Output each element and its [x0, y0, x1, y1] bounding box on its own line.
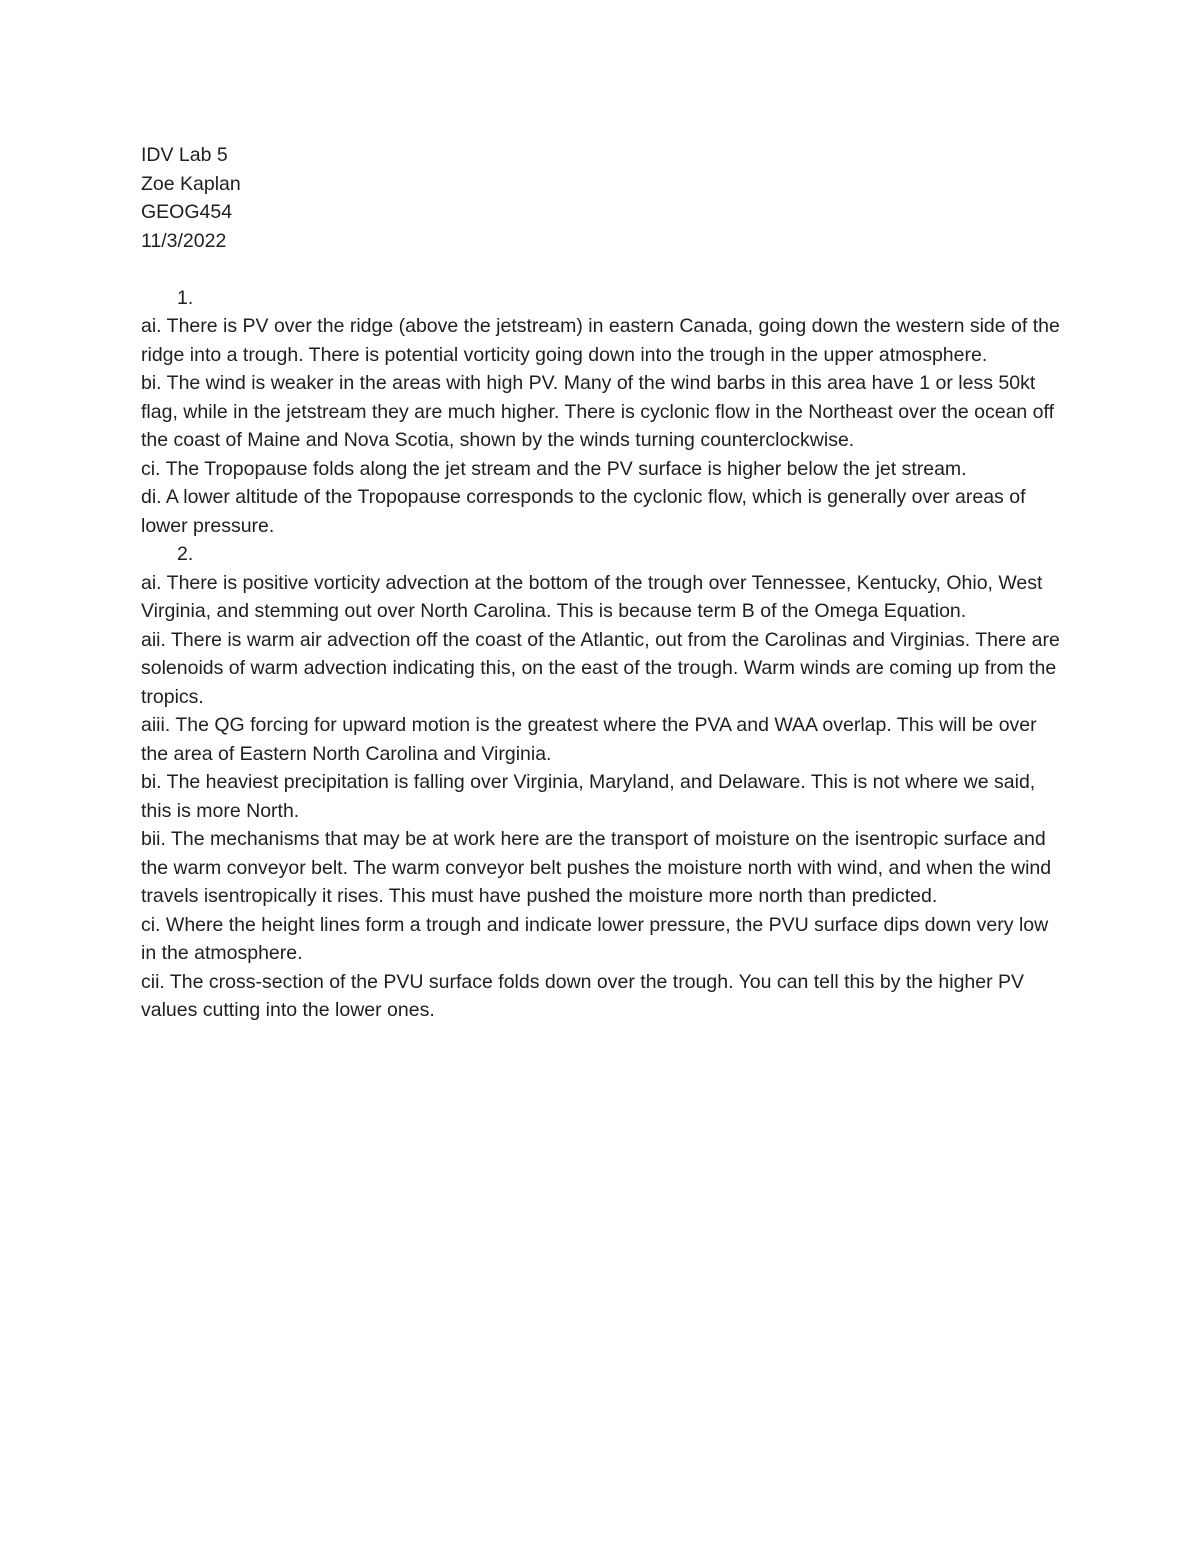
section-2-answer-aiii: aiii. The QG forcing for upward motion is the greatest where the PVA and WAA overlap. This will be over the area of Eastern North Carolina and Virginia. [141, 714, 1037, 765]
blank-line [141, 255, 1066, 284]
section-2-number: 2. [177, 543, 194, 565]
section-2-answer-ai: ai. There is positive vorticity advection at the bottom of the trough over Tennessee, Kentucky, Ohio, West Virginia, and stemming out over North Carolina. This is because term B of the Omega Equation. [141, 571, 1043, 622]
author-name: Zoe Kaplan [141, 172, 241, 195]
section-2-answer-bii: bii. The mechanisms that may be at work here are the transport of moisture on the isentropic surface and the warm conveyor belt. The warm conveyor belt pushes the moisture north with wind, and when the wind travels isentropically it rises. This must have pushed the moisture more north than predicted. [141, 828, 1052, 907]
section-2-answer-aii: aii. There is warm air advection off the coast of the Atlantic, out from the Carolinas and Virginias. There are solenoids of warm advection indicating this, on the east of the trough. Warm winds are coming up from the tropics. [141, 628, 1060, 708]
document-body [141, 141, 1066, 1025]
document-title: IDV Lab 5 [141, 144, 228, 166]
document-date: 11/3/2022 [141, 229, 227, 252]
section-2-answer-cii: cii. The cross-section of the PVU surface folds down over the trough. You can tell this by the higher PV values cutting into the lower ones. [141, 970, 1025, 1021]
section-1-answer-di: di. A lower altitude of the Tropopause corresponds to the cyclonic flow, which is generally over areas of lower pressure. [141, 486, 1026, 537]
section-2-answer-ci: ci. Where the height lines form a trough and indicate lower pressure, the PVU surface dips down very low in the atmosphere. [141, 913, 1049, 964]
section-1-answer-ai: ai. There is PV over the ridge (above the jetstream) in eastern Canada, going down the western side of the ridge into a trough. There is potential vorticity going down into the trough in the upper atmosphere. [141, 315, 1060, 366]
section-1-answer-ci: ci. The Tropopause folds along the jet stream and the PV surface is higher below the jet stream. [141, 457, 967, 480]
course-code: GEOG454 [141, 201, 233, 223]
section-2-answer-bi: bi. The heaviest precipitation is falling over Virginia, Maryland, and Delaware. This is not where we said, this is more North. [141, 771, 1036, 822]
section-1-answer-bi: bi. The wind is weaker in the areas with high PV. Many of the wind barbs in this area have 1 or less 50kt flag, while in the jetstream they are much higher. There is cyclonic flow in the Northeast over the ocean off the coast of Maine and Nova Scotia, shown by the winds turning counterclockwise. [141, 372, 1055, 451]
section-1-number: 1. [177, 286, 194, 309]
